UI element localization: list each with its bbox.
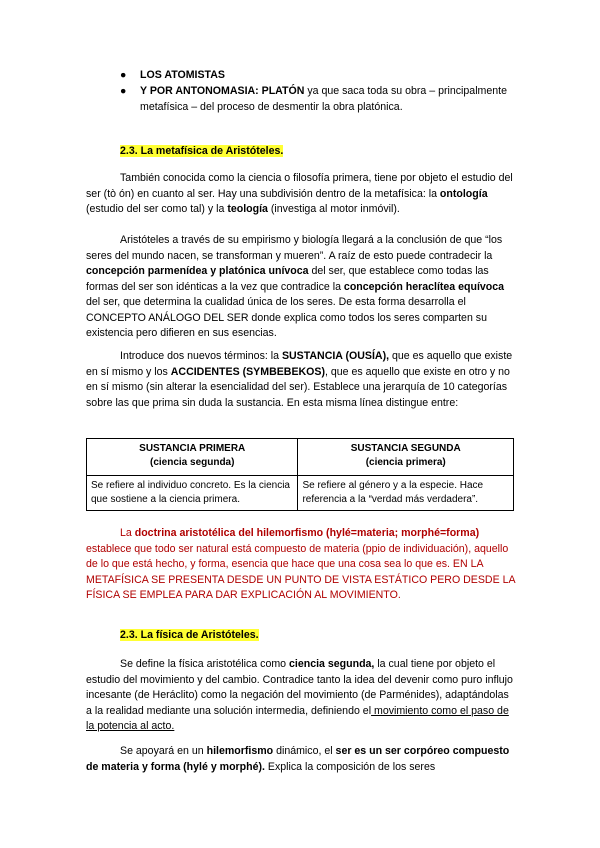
header-title: SUSTANCIA SEGUNDA xyxy=(350,443,461,454)
text: También conocida como la ciencia o filosofía primera, tiene por objeto el estudio del ser (tò ón) en cuanto al ser. Hay una subdivisión dentro de la metafísica: la xyxy=(86,172,513,200)
bullet-strong: LOS ATOMISTAS xyxy=(140,69,225,81)
table-header-cell xyxy=(298,439,514,476)
header-subtitle: (ciencia segunda) xyxy=(149,457,235,468)
paragraph xyxy=(86,171,516,218)
bold-text: ser es un ser corpóreo compuesto de materia y forma (hylé y morphé). xyxy=(86,745,510,773)
bold-text: doctrina aristotélica del hilemorfismo (hylé=materia; morphé=forma) xyxy=(134,527,480,539)
bullet-item xyxy=(120,84,520,115)
table-header-cell xyxy=(87,439,298,476)
text: del ser, que establece como todas las formas del ser son idénticas a la vez que contradice la xyxy=(86,265,489,293)
section-heading-fisica xyxy=(120,628,259,643)
bullet-item xyxy=(120,68,520,84)
bold-text: teología xyxy=(227,203,268,215)
table-row xyxy=(87,476,514,511)
header-title: SUSTANCIA PRIMERA xyxy=(139,443,246,454)
paragraph xyxy=(86,657,516,735)
bullet-text: ya que saca toda su obra – principalmente metafísica – del proceso de desmentir la obra platónica. xyxy=(140,85,507,113)
text: La xyxy=(120,527,135,539)
bold-text: ACCIDENTES (SYMBEBEKOS) xyxy=(170,365,325,378)
paragraph xyxy=(86,744,516,775)
bold-text: concepción parmenídea y platónica unívoca xyxy=(86,265,309,277)
hilemorfismo-paragraph xyxy=(86,526,516,604)
table-header-row xyxy=(87,439,514,476)
bold-text: ontología xyxy=(439,187,488,200)
text: la cual tiene por objeto el estudio del movimiento y del cambio. Contradice tanto la idea del devenir como puro influjo incesante (de Heráclito) como la negación del movimiento (de Parménides), adaptándolas a la realidad mediante una solución intermedia, definiendo el xyxy=(86,658,513,717)
header-subtitle: (ciencia primera) xyxy=(365,457,446,468)
text: establece que todo ser natural está compuesto de materia (ppio de individuación), aquello de lo que está hecho, y forma, esencia que hace que una cosa sea lo que es. EN LA METAFÍSICA SE PRESENTA DESDE UN PUNTO DE VISTA ESTÁTICO PERO DESDE LA FÍSICA SE EMPLEA PARA DAR EXPLICACIÓN AL MOVIMIENTO. xyxy=(86,542,515,601)
bullet-icon: ● xyxy=(120,85,127,97)
sustancia-table xyxy=(86,438,514,511)
text: , que es aquello que existe en otro y no en sí mismo (sin alterar la esencialidad del ser). Establece una jerarquía de 10 categorías sobre las que prima sin duda la sustancia. En esta misma línea distingue entre: xyxy=(86,365,510,409)
paragraph xyxy=(86,349,516,411)
text: Se define la física aristotélica como xyxy=(120,658,289,670)
underlined-text: movimiento como el paso de la potencia al acto. xyxy=(86,704,509,732)
text: dinámico, el xyxy=(273,745,336,757)
table-cell: Se refiere al género y a la especie. Hace referencia a la “verdad más verdadera”. xyxy=(298,476,514,511)
heading-text: 2.3. La física de Aristóteles. xyxy=(120,629,259,641)
bold-text: hilemorfismo xyxy=(206,745,274,757)
table-cell: Se refiere al individuo concreto. Es la ciencia que sostiene a la ciencia primera. xyxy=(87,476,298,511)
heading-text: 2.3. La metafísica de Aristóteles. xyxy=(120,145,284,157)
text: Introduce dos nuevos términos: la xyxy=(120,350,282,362)
text: (estudio del ser como tal) y la xyxy=(86,203,228,215)
section-heading-metafisica xyxy=(120,144,283,159)
text: Se apoyará en un xyxy=(120,745,207,757)
bullet-icon: ● xyxy=(120,69,127,81)
text: del ser, que determina la cualidad única de los seres. De esta forma desarrolla el CONCEPTO ANÁLOGO DEL SER donde explica como todos los seres comparten su existencia pero difieren en sus esencias. xyxy=(86,296,487,339)
bold-text: SUSTANCIA (OUSÍA), xyxy=(281,350,390,362)
bold-text: concepción heraclítea equívoca xyxy=(343,280,505,293)
text: (investiga al motor inmóvil). xyxy=(267,203,400,215)
paragraph xyxy=(86,233,516,342)
text: Aristóteles a través de su empirismo y biología llegará a la conclusión de que “los seres del mundo nacen, se transforman y mueren”. A raíz de esto puede contradecir la xyxy=(86,234,503,262)
text: Explica la composición de los seres xyxy=(264,760,436,773)
bold-text: ciencia segunda, xyxy=(289,658,375,670)
text: que es aquello que existe en sí mismo y los xyxy=(86,350,513,378)
bullet-strong: Y POR ANTONOMASIA: PLATÓN xyxy=(140,85,305,97)
